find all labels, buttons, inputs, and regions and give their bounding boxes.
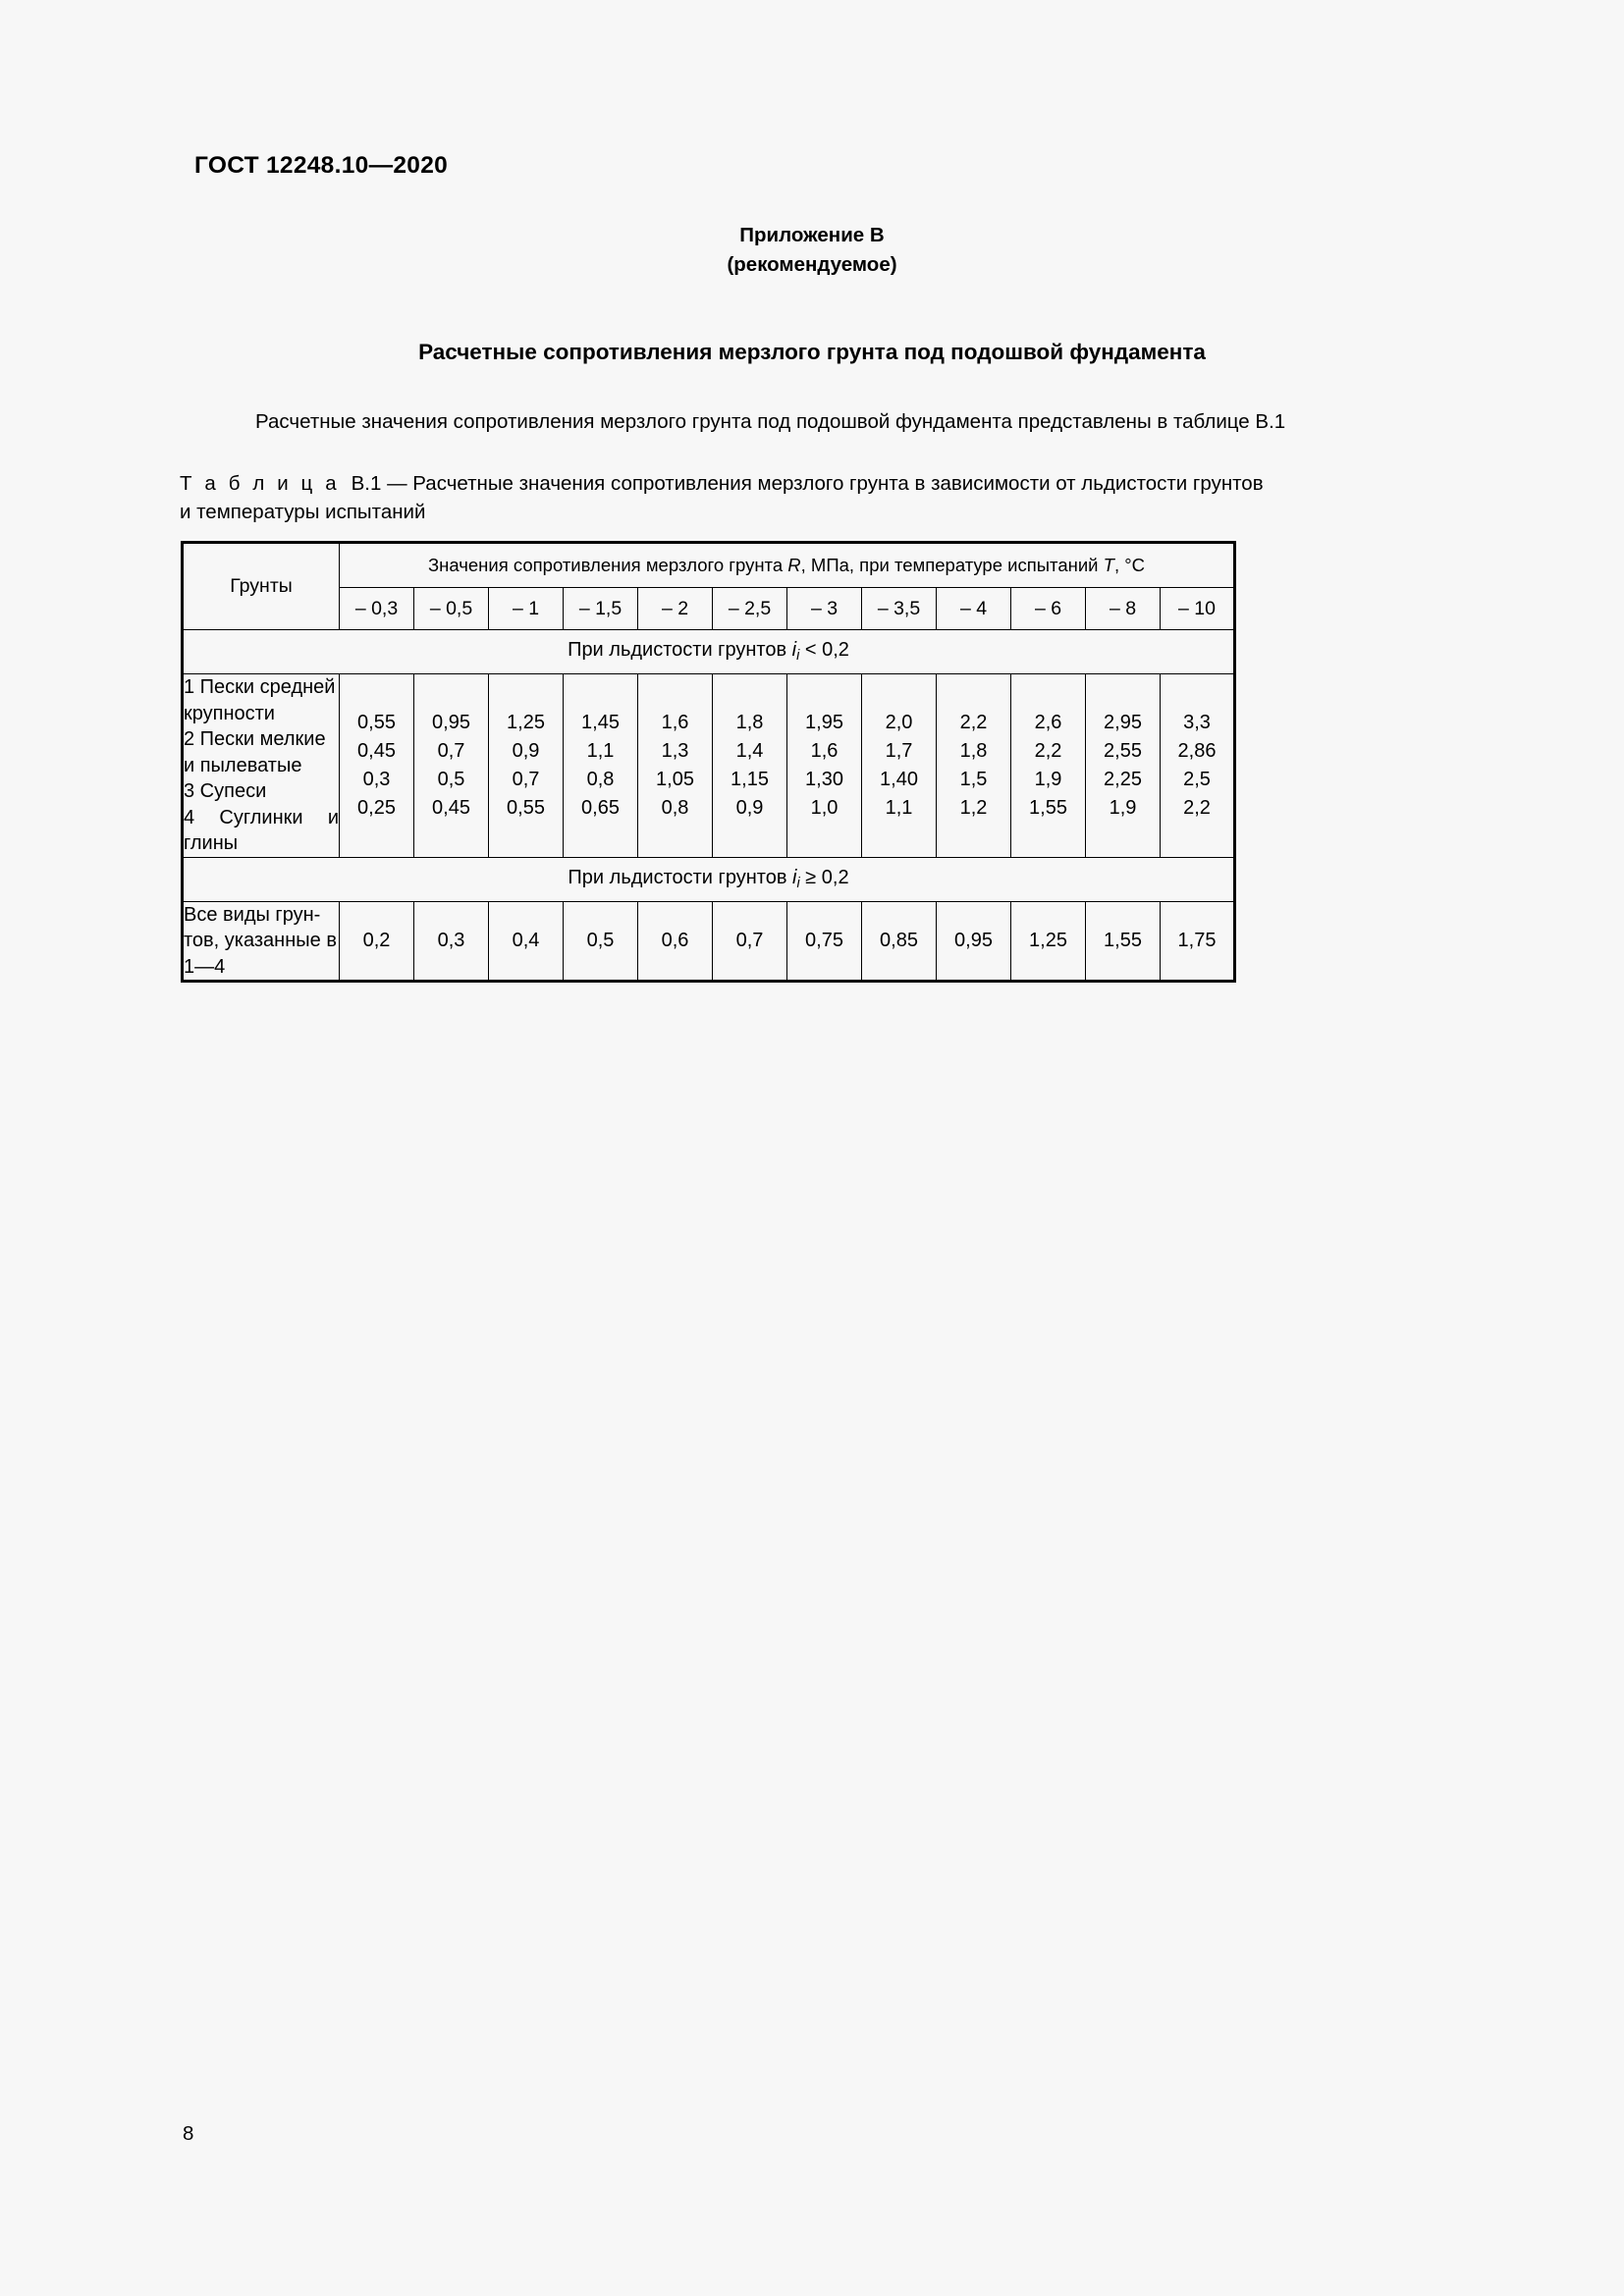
header-temp-10: – 6: [1011, 588, 1086, 630]
data-cell: 1,25: [1011, 901, 1086, 982]
value-r3c12: 2,5: [1183, 768, 1211, 790]
header-temp-3: – 1: [489, 588, 564, 630]
value-r2c10: 2,2: [1034, 739, 1062, 762]
header-temp-4: – 1,5: [564, 588, 638, 630]
data-cell: 1,75: [1161, 901, 1235, 982]
band-low-suffix: < 0,2: [799, 639, 849, 662]
data-cell: [1086, 674, 1161, 858]
value-r3c1: 0,3: [362, 768, 391, 790]
header-temp-6: – 2,5: [713, 588, 787, 630]
band-high-suffix: ≥ 0,2: [799, 866, 849, 888]
value-r4c5: 0,8: [661, 796, 689, 819]
header-temp-7: – 3: [787, 588, 862, 630]
data-cell: 1,55: [1086, 901, 1161, 982]
table-b1-wrapper: [181, 541, 1236, 983]
value-r3c9: 1,5: [959, 768, 988, 790]
header-temp-12: – 10: [1161, 588, 1235, 630]
data-cell: 0,6: [638, 901, 713, 982]
value-r3c10: 1,9: [1034, 768, 1062, 790]
value-r2c1: 0,45: [357, 739, 396, 762]
value-r1c12: 3,3: [1183, 711, 1211, 733]
value-r4c10: 1,55: [1029, 796, 1067, 819]
standard-header: ГОСТ 12248.10—2020: [194, 152, 449, 179]
value-r4c7: 1,0: [810, 796, 839, 819]
data-cell: 0,4: [489, 901, 564, 982]
band-high-ice-label: [183, 857, 1235, 901]
value-r1c6: 1,8: [735, 711, 764, 733]
value-r3c7: 1,30: [805, 768, 843, 790]
soil-line-1: 1 Пески средней: [184, 676, 336, 698]
header-soil-column: Грунты: [183, 543, 340, 630]
band-low-symbol: i: [791, 639, 797, 662]
value-r3c3: 0,7: [512, 768, 540, 790]
table-row-high-ice-data: [183, 901, 1235, 982]
data-cell: 0,7: [713, 901, 787, 982]
value-r2c7: 1,6: [810, 739, 839, 762]
soil-line-3: 2 Пески мелкие: [184, 728, 326, 750]
band-low-subscript: i: [796, 648, 800, 665]
table-b1: [181, 541, 1236, 983]
data-cell: 0,5: [564, 901, 638, 982]
value-r2c9: 1,8: [959, 739, 988, 762]
value-r1c1: 0,55: [357, 711, 396, 733]
value-r1c3: 1,25: [507, 711, 545, 733]
value-r2c11: 2,55: [1104, 739, 1142, 762]
value-r3c8: 1,40: [880, 768, 918, 790]
band-row-high-ice: [183, 857, 1235, 901]
soil-line-2: крупности: [184, 702, 275, 724]
intro-paragraph: Расчетные значения сопротивления мерзлого грунта под подошвой фундамента представлены в таблице В.1: [255, 410, 1286, 433]
soil-names-cell-all: [183, 901, 340, 982]
value-r3c6: 1,15: [731, 768, 769, 790]
header-values-span: [340, 543, 1235, 588]
value-r1c9: 2,2: [959, 711, 988, 733]
caption-word: Т а б л и ц а: [180, 472, 341, 495]
caption-line2: и температуры испытаний: [180, 501, 426, 523]
value-r3c11: 2,25: [1104, 768, 1142, 790]
data-cell: [638, 674, 713, 858]
caption-line1: Расчетные значения сопротивления мерзлого грунта в зависимости от льдистости грунтов: [412, 472, 1264, 495]
data-cell: [1161, 674, 1235, 858]
caption-number: В.1: [351, 472, 382, 495]
appendix-label: Приложение В: [739, 224, 885, 246]
soil-all-line-2: тов, указанные в: [184, 930, 337, 951]
value-r4c11: 1,9: [1109, 796, 1137, 819]
band-high-subscript: i: [796, 876, 800, 892]
soil-line-6: 4 Суглинки и глины: [184, 806, 339, 854]
caption-dash: —: [387, 472, 407, 495]
data-cell: 0,75: [787, 901, 862, 982]
value-r3c4: 0,8: [586, 768, 615, 790]
data-cell: [564, 674, 638, 858]
header-span-prefix: Значения сопротивления мерзлого грунта: [427, 555, 788, 575]
value-r2c6: 1,4: [735, 739, 764, 762]
header-temp-11: – 8: [1086, 588, 1161, 630]
value-r4c9: 1,2: [959, 796, 988, 819]
value-r2c5: 1,3: [661, 739, 689, 762]
band-high-prefix: При льдистости грунтов: [568, 866, 793, 888]
value-r3c5: 1,05: [656, 768, 694, 790]
value-r2c12: 2,86: [1177, 739, 1217, 762]
band-row-low-ice: [183, 630, 1235, 674]
section-title: Расчетные сопротивления мерзлого грунта под подошвой фундамента: [418, 340, 1206, 364]
value-r1c11: 2,95: [1104, 711, 1142, 733]
header-span-middle: , МПа, при температуре испытаний: [800, 555, 1104, 575]
value-r4c12: 2,2: [1183, 796, 1211, 819]
header-temp-1: – 0,3: [340, 588, 414, 630]
soil-all-line-1: Все виды грун-: [184, 903, 321, 926]
header-temp-9: – 4: [937, 588, 1011, 630]
value-r2c4: 1,1: [586, 739, 615, 762]
table-header-row-temps: [183, 588, 1235, 630]
soil-all-line-3: 1—4: [184, 955, 226, 978]
value-r2c3: 0,9: [512, 739, 540, 762]
data-cell: [787, 674, 862, 858]
data-cell: [340, 674, 414, 858]
data-cell: [414, 674, 489, 858]
data-cell: [1011, 674, 1086, 858]
band-low-ice-label: [183, 630, 1235, 674]
data-cell: [937, 674, 1011, 858]
value-r4c4: 0,65: [581, 796, 620, 819]
value-r4c1: 0,25: [357, 796, 396, 819]
table-caption: [180, 469, 1446, 526]
value-r2c8: 1,7: [885, 739, 913, 762]
data-cell: 0,95: [937, 901, 1011, 982]
table-row-low-ice-data: [183, 674, 1235, 858]
value-r4c2: 0,45: [432, 796, 470, 819]
data-cell: 0,2: [340, 901, 414, 982]
value-r4c3: 0,55: [507, 796, 545, 819]
value-r3c2: 0,5: [437, 768, 465, 790]
value-r4c8: 1,1: [885, 796, 913, 819]
header-symbol-t: T: [1103, 555, 1114, 575]
value-r1c2: 0,95: [432, 711, 470, 733]
header-temp-8: – 3,5: [862, 588, 937, 630]
appendix-status: (рекомендуемое): [727, 253, 897, 276]
value-r4c6: 0,9: [735, 796, 764, 819]
soil-line-4: и пылеватые: [184, 754, 302, 776]
table-header-row-top: [183, 543, 1235, 588]
value-r1c7: 1,95: [805, 711, 843, 733]
band-high-symbol: i: [792, 866, 797, 888]
header-temp-2: – 0,5: [414, 588, 489, 630]
value-r1c8: 2,0: [885, 711, 913, 733]
header-temp-5: – 2: [638, 588, 713, 630]
data-cell: 0,3: [414, 901, 489, 982]
data-cell: [489, 674, 564, 858]
header-symbol-r: R: [787, 555, 801, 575]
data-cell: [862, 674, 937, 858]
data-cell: [713, 674, 787, 858]
header-span-suffix: , °C: [1113, 555, 1145, 575]
soil-names-cell: [183, 674, 340, 858]
value-r2c2: 0,7: [437, 739, 465, 762]
value-r1c10: 2,6: [1034, 711, 1062, 733]
appendix-heading-block: [194, 221, 1430, 280]
data-cell: 0,85: [862, 901, 937, 982]
value-r1c5: 1,6: [661, 711, 689, 733]
soil-line-5: 3 Супеси: [184, 780, 267, 802]
page-number: 8: [183, 2122, 194, 2145]
band-low-prefix: При льдистости грунтов: [568, 639, 792, 662]
value-r1c4: 1,45: [581, 711, 620, 733]
